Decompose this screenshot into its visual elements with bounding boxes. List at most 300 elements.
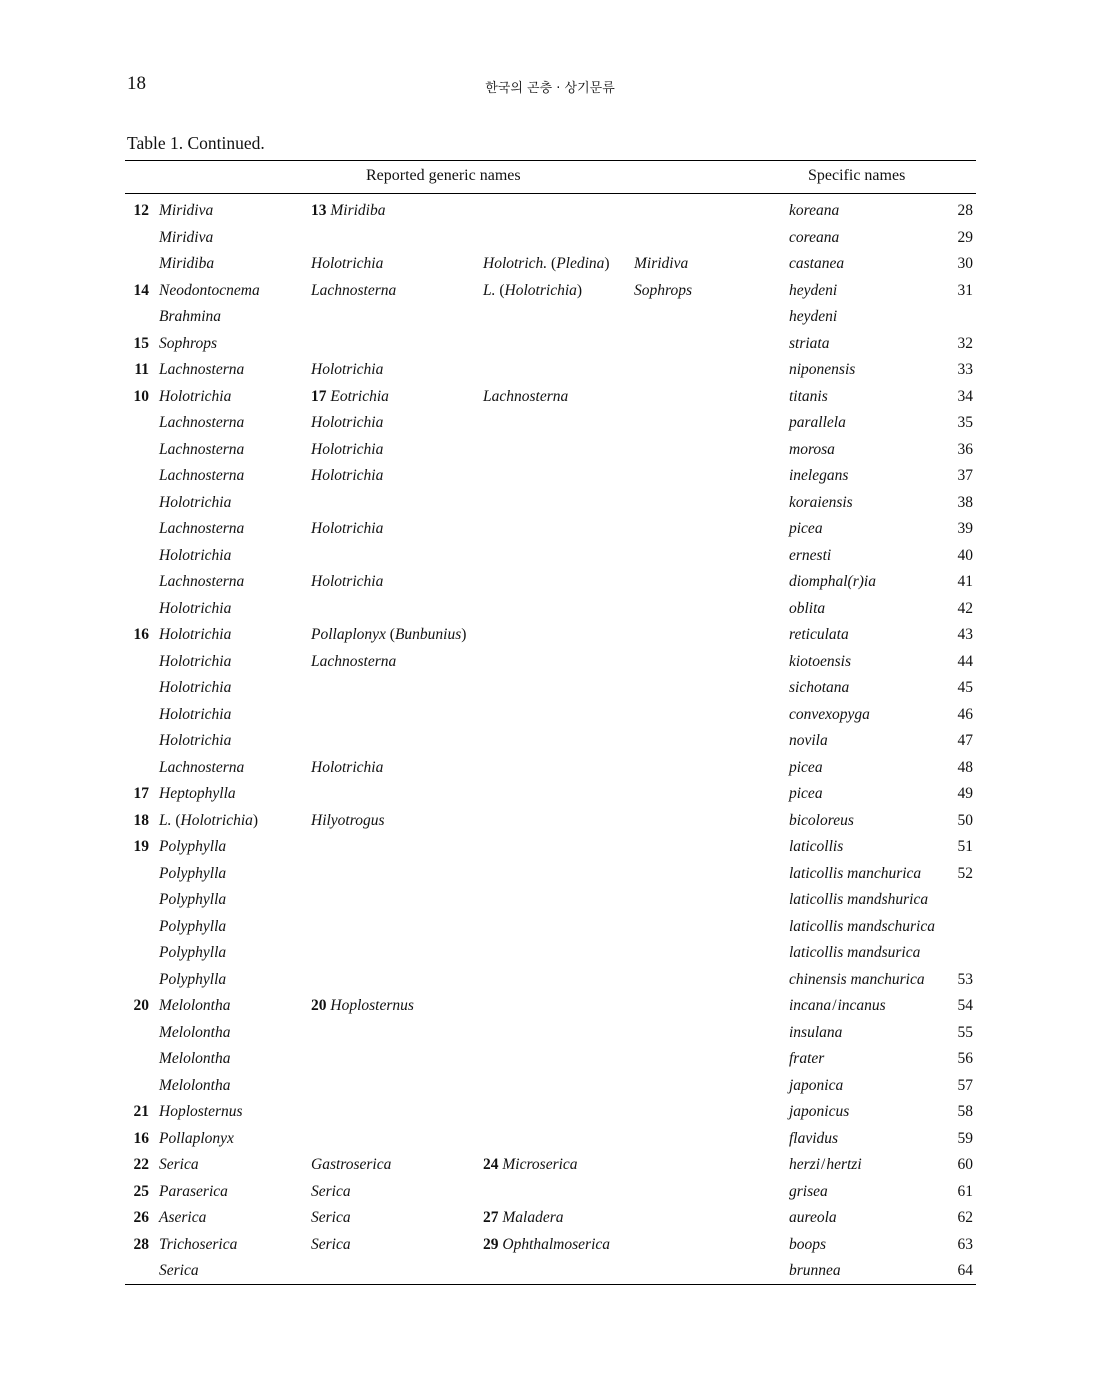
reference-number: 28	[957, 202, 973, 219]
reference-number: 50	[957, 811, 973, 829]
genus-g2-cell	[311, 622, 466, 649]
specific-name-cell	[789, 728, 828, 755]
reference-number: 62	[957, 1209, 973, 1226]
genus-g1-cell	[159, 357, 244, 384]
specific-name: insulana	[789, 1023, 843, 1041]
specific-name: heydeni	[789, 308, 838, 325]
subgenus: (Holotrichia)	[171, 811, 259, 829]
genus-name: Serica	[159, 1156, 199, 1173]
reference-number: 38	[957, 493, 973, 511]
specific-name: oblita	[789, 599, 826, 617]
genus-g1-cell	[159, 834, 226, 861]
genus-g2-cell	[311, 278, 396, 305]
table-row	[0, 1073, 1100, 1100]
table-row	[0, 1232, 1100, 1259]
genus-g1-cell	[159, 251, 214, 278]
subgenus-name: Holotrichia	[180, 811, 253, 829]
specific-name-cell	[789, 1232, 826, 1259]
genus-g1-cell	[159, 993, 230, 1020]
specific-name: japonicus	[789, 1103, 850, 1120]
running-head: 한국의 곤충 · 상기문류	[485, 81, 615, 96]
genus-name: Lachnosterna	[311, 281, 397, 299]
genus-g1-cell	[159, 914, 226, 941]
table-row	[0, 198, 1100, 225]
table-row	[0, 543, 1100, 570]
table-row	[0, 437, 1100, 464]
subgenus-name: Bunbunius	[394, 626, 462, 643]
genus-name: L.	[159, 811, 172, 829]
genus-name: Holotrichia	[311, 255, 384, 272]
genus-g1-cell	[159, 569, 244, 596]
genus-g1-cell	[159, 861, 226, 888]
genus-g2-cell	[311, 357, 383, 384]
specific-name: chinensis manchurica	[789, 970, 925, 988]
table-row	[0, 1205, 1100, 1232]
table-row	[0, 596, 1100, 623]
reference-number: 39	[957, 520, 973, 537]
reference-number: 52	[957, 864, 973, 882]
specific-name: coreana	[789, 228, 840, 246]
genus-name: L.	[483, 281, 496, 299]
genus-name: Serica	[159, 1262, 199, 1279]
genus-g2-cell	[311, 437, 383, 464]
specific-name-alt: hertzi	[826, 1156, 862, 1173]
specific-name-cell	[789, 940, 920, 967]
specific-name: picea	[789, 785, 823, 802]
genus-name: Brahmina	[159, 308, 221, 325]
genus-g2-cell	[311, 463, 383, 490]
genus-g2-cell	[311, 755, 383, 782]
genus-g1-cell	[159, 490, 231, 517]
group-number: 20	[133, 997, 149, 1014]
genus-g4-cell	[634, 251, 688, 278]
genus-name: Holotrichia	[311, 414, 384, 431]
genus-name: Hilyotrogus	[311, 811, 385, 829]
table-row	[0, 834, 1100, 861]
reference-number: 30	[957, 255, 973, 272]
reference-number: 61	[957, 1182, 973, 1200]
table-body	[0, 198, 1100, 1285]
reference-number: 43	[957, 626, 973, 643]
genus-name: Pollaplonyx	[159, 1129, 234, 1147]
table-row	[0, 1099, 1100, 1126]
genus-number: 13	[311, 202, 327, 219]
genus-g2-cell	[311, 993, 414, 1020]
genus-name: Lachnosterna	[159, 758, 245, 776]
genus-name: Sophrops	[634, 281, 692, 299]
specific-name-cell	[789, 967, 925, 994]
genus-name: Miridiba	[159, 255, 215, 272]
specific-name: bicoloreus	[789, 811, 854, 829]
specific-name: boops	[789, 1235, 827, 1253]
reference-number: 44	[957, 652, 973, 670]
header-generic-names: Reported generic names	[366, 167, 521, 184]
table-row	[0, 569, 1100, 596]
reference-number: 42	[957, 599, 973, 617]
table-row	[0, 993, 1100, 1020]
genus-name: Serica	[311, 1182, 351, 1200]
specific-name: castanea	[789, 255, 845, 272]
specific-name-alt: incanus	[837, 997, 886, 1014]
specific-name-cell	[789, 1046, 824, 1073]
specific-name-cell	[789, 808, 854, 835]
genus-g4-cell	[634, 278, 692, 305]
specific-name-cell	[789, 198, 839, 225]
genus-name: Holotrichia	[159, 387, 232, 405]
table-caption: Table 1. Continued.	[127, 133, 265, 153]
genus-g2-cell	[311, 569, 383, 596]
genus-g1-cell	[159, 622, 231, 649]
genus-name: Holotrichia	[159, 679, 232, 696]
specific-name-cell	[789, 463, 848, 490]
specific-name: parallela	[789, 414, 846, 431]
genus-g1-cell	[159, 1152, 199, 1179]
genus-g1-cell	[159, 278, 260, 305]
table-row	[0, 516, 1100, 543]
table-top-rule	[125, 160, 976, 161]
genus-name: Holotrichia	[159, 626, 232, 643]
subgenus: (Holotrichia)	[495, 281, 583, 299]
genus-g1-cell	[159, 940, 226, 967]
subgenus: (Pledina)	[547, 255, 610, 272]
reference-number: 51	[957, 838, 973, 855]
genus-name: Hoplosternus	[159, 1103, 243, 1120]
reference-number: 31	[957, 281, 973, 299]
specific-name: brunnea	[789, 1262, 841, 1279]
table-row	[0, 1126, 1100, 1153]
table-row	[0, 1046, 1100, 1073]
genus-name: Paraserica	[159, 1182, 228, 1200]
reference-number: 60	[957, 1156, 973, 1173]
specific-name-cell	[789, 1152, 862, 1179]
genus-g2-cell	[311, 384, 389, 411]
specific-name-cell	[789, 834, 843, 861]
table-bottom-rule	[125, 1284, 976, 1285]
specific-name: titanis	[789, 387, 828, 405]
page-number: 18	[127, 73, 146, 94]
table-row	[0, 967, 1100, 994]
specific-name-cell	[789, 649, 851, 676]
genus-name: Lachnosterna	[311, 652, 397, 670]
reference-number: 33	[957, 361, 973, 378]
genus-name: Aserica	[159, 1209, 207, 1226]
genus-g2-cell	[311, 1232, 351, 1259]
genus-name: Holotrichia	[159, 732, 232, 749]
genus-g3-cell	[483, 384, 568, 411]
genus-name: Serica	[311, 1235, 351, 1253]
genus-name: Miridiva	[634, 255, 689, 272]
specific-name: laticollis manchurica	[789, 864, 922, 882]
genus-g2-cell	[311, 808, 384, 835]
reference-number: 54	[957, 997, 973, 1014]
reference-number: 49	[957, 785, 973, 802]
specific-name: kiotoensis	[789, 652, 851, 670]
genus-name: Polyphylla	[159, 970, 227, 988]
genus-name: Holotrichia	[311, 520, 384, 537]
reference-number: 32	[957, 334, 973, 352]
genus-name: Hoplosternus	[330, 997, 414, 1014]
table-row	[0, 1020, 1100, 1047]
specific-name-cell	[789, 781, 823, 808]
genus-g1-cell	[159, 384, 231, 411]
group-number: 22	[133, 1156, 149, 1173]
table-row	[0, 781, 1100, 808]
genus-g1-cell	[159, 1099, 243, 1126]
group-number: 17	[133, 785, 149, 802]
genus-name: Melolontha	[159, 1050, 231, 1067]
genus-name: Holotrichia	[311, 440, 384, 458]
genus-g1-cell	[159, 463, 244, 490]
specific-name-cell	[789, 490, 853, 517]
genus-number: 29	[483, 1235, 499, 1253]
specific-name: picea	[789, 758, 823, 776]
genus-name: Melolontha	[159, 1076, 231, 1094]
genus-g3-cell	[483, 1232, 610, 1259]
table-row	[0, 675, 1100, 702]
specific-name: incana	[789, 997, 832, 1014]
group-number: 21	[133, 1103, 149, 1120]
genus-name: Trichoserica	[159, 1235, 238, 1253]
specific-name: heydeni	[789, 281, 838, 299]
genus-name: Lachnosterna	[159, 440, 245, 458]
table-row	[0, 225, 1100, 252]
genus-g2-cell	[311, 1152, 391, 1179]
genus-g1-cell	[159, 702, 231, 729]
genus-g1-cell	[159, 887, 226, 914]
genus-name: Polyphylla	[159, 917, 227, 935]
genus-g1-cell	[159, 304, 221, 331]
reference-number: 53	[957, 970, 973, 988]
reference-number: 29	[957, 228, 973, 246]
genus-g1-cell	[159, 649, 231, 676]
genus-g1-cell	[159, 1073, 230, 1100]
genus-g1-cell	[159, 1232, 237, 1259]
name-separator: /	[821, 1156, 826, 1173]
reference-number: 48	[957, 758, 973, 776]
genus-name: Holotrichia	[311, 467, 384, 484]
genus-name: Polyphylla	[159, 944, 227, 961]
table-row	[0, 940, 1100, 967]
genus-g3-cell	[483, 1205, 564, 1232]
genus-name: Eotrichia	[330, 387, 389, 405]
reference-number: 34	[957, 387, 973, 405]
genus-name: Sophrops	[159, 334, 217, 352]
genus-name: Holotrichia	[159, 599, 232, 617]
group-number: 18	[133, 811, 149, 829]
reference-number: 45	[957, 679, 973, 696]
genus-name: Miridiba	[330, 202, 386, 219]
genus-g3-cell	[483, 251, 610, 278]
table-row	[0, 251, 1100, 278]
genus-g1-cell	[159, 410, 244, 437]
specific-name-cell	[789, 251, 844, 278]
genus-name: Miridiva	[159, 228, 214, 246]
group-number: 28	[133, 1235, 149, 1253]
table-row	[0, 914, 1100, 941]
genus-g1-cell	[159, 1020, 230, 1047]
table-header-rule	[125, 193, 976, 194]
table-row	[0, 1258, 1100, 1285]
specific-name: laticollis mandsurica	[789, 944, 921, 961]
specific-name: japonica	[789, 1076, 844, 1094]
reference-number: 40	[957, 546, 973, 564]
specific-name: laticollis	[789, 838, 844, 855]
reference-number: 55	[957, 1023, 973, 1041]
specific-name-cell	[789, 278, 837, 305]
genus-name: Polyphylla	[159, 838, 227, 855]
reference-number: 59	[957, 1129, 973, 1147]
genus-number: 17	[311, 387, 327, 405]
table-row	[0, 357, 1100, 384]
group-number: 19	[133, 838, 149, 855]
reference-number: 56	[957, 1050, 973, 1067]
table-row	[0, 410, 1100, 437]
table-row	[0, 463, 1100, 490]
table-row	[0, 702, 1100, 729]
genus-name: Holotrichia	[159, 493, 232, 511]
reference-number: 58	[957, 1103, 973, 1120]
subgenus: (Bunbunius)	[385, 626, 467, 643]
genus-number: 24	[483, 1156, 499, 1173]
specific-name: morosa	[789, 440, 835, 458]
reference-number: 64	[957, 1262, 973, 1279]
group-number: 25	[133, 1182, 149, 1200]
genus-name: Holotrichia	[311, 573, 384, 590]
genus-name: Holotrich.	[483, 255, 548, 272]
table-row	[0, 728, 1100, 755]
genus-name: Pollaplonyx	[311, 626, 386, 643]
specific-name-cell	[789, 410, 846, 437]
reference-number: 46	[957, 705, 973, 723]
genus-name: Miridiva	[159, 202, 214, 219]
table-row	[0, 490, 1100, 517]
group-number: 15	[133, 334, 149, 352]
genus-g1-cell	[159, 675, 231, 702]
genus-g1-cell	[159, 781, 236, 808]
specific-name: koreana	[789, 202, 840, 219]
specific-name: laticollis mandschurica	[789, 917, 935, 935]
specific-name: picea	[789, 520, 823, 537]
genus-name: Microserica	[502, 1156, 578, 1173]
specific-name-cell	[789, 357, 855, 384]
genus-name: Holotrichia	[159, 705, 232, 723]
genus-name: Ophthalmoserica	[502, 1235, 611, 1253]
genus-name: Polyphylla	[159, 891, 227, 908]
name-separator: /	[832, 997, 837, 1014]
genus-name: Neodontocnema	[159, 281, 260, 299]
table-row	[0, 887, 1100, 914]
specific-name: flavidus	[789, 1129, 839, 1147]
table-row	[0, 304, 1100, 331]
genus-g2-cell	[311, 649, 396, 676]
genus-g2-cell	[311, 198, 386, 225]
genus-g3-cell	[483, 1152, 578, 1179]
genus-name: Gastroserica	[311, 1156, 392, 1173]
genus-name: Holotrichia	[159, 546, 232, 564]
reference-number: 37	[957, 467, 973, 484]
genus-g2-cell	[311, 251, 383, 278]
group-number: 26	[133, 1209, 149, 1226]
subgenus-name: Pledina	[556, 255, 605, 272]
specific-name-cell	[789, 1020, 842, 1047]
genus-g1-cell	[159, 225, 213, 252]
genus-g1-cell	[159, 596, 231, 623]
specific-name-cell	[789, 1073, 843, 1100]
genus-name: Melolontha	[159, 1023, 231, 1041]
specific-name-cell	[789, 1205, 837, 1232]
genus-g1-cell	[159, 1205, 206, 1232]
specific-name-cell	[789, 1258, 841, 1285]
genus-g1-cell	[159, 755, 244, 782]
specific-name: niponensis	[789, 361, 856, 378]
reference-number: 57	[957, 1076, 973, 1094]
specific-name-cell	[789, 516, 823, 543]
genus-name: Holotrichia	[311, 361, 384, 378]
specific-name-cell	[789, 331, 829, 358]
genus-name: Lachnosterna	[159, 361, 245, 378]
specific-name-cell	[789, 887, 928, 914]
genus-name: Lachnosterna	[159, 520, 245, 537]
specific-name-cell	[789, 755, 823, 782]
reference-number: 63	[957, 1235, 973, 1253]
specific-name-cell	[789, 596, 825, 623]
specific-name-cell	[789, 622, 849, 649]
group-number: 14	[133, 281, 149, 299]
table-row	[0, 384, 1100, 411]
genus-g1-cell	[159, 516, 244, 543]
genus-g1-cell	[159, 543, 231, 570]
genus-name: Holotrichia	[159, 652, 232, 670]
table-row	[0, 861, 1100, 888]
specific-name-cell	[789, 914, 935, 941]
specific-name: diomphal(r)ia	[789, 573, 876, 590]
specific-name: grisea	[789, 1182, 828, 1200]
specific-name: inelegans	[789, 467, 849, 484]
group-number: 16	[133, 626, 149, 643]
table-row	[0, 278, 1100, 305]
reference-number: 36	[957, 440, 973, 458]
group-number: 10	[133, 387, 149, 405]
table-row	[0, 622, 1100, 649]
genus-number: 27	[483, 1209, 499, 1226]
genus-name: Melolontha	[159, 997, 231, 1014]
genus-g1-cell	[159, 331, 217, 358]
genus-name: Heptophylla	[159, 785, 236, 802]
genus-g1-cell	[159, 728, 231, 755]
specific-name: laticollis mandshurica	[789, 891, 929, 908]
specific-name-cell	[789, 569, 876, 596]
genus-name: Lachnosterna	[159, 414, 245, 431]
genus-g2-cell	[311, 516, 383, 543]
specific-name: ernesti	[789, 546, 832, 564]
specific-name: frater	[789, 1050, 825, 1067]
group-number: 16	[133, 1129, 149, 1147]
specific-name: herzi	[789, 1156, 820, 1173]
genus-name: Lachnosterna	[159, 573, 245, 590]
specific-name-cell	[789, 225, 839, 252]
specific-name-cell	[789, 993, 886, 1020]
genus-g1-cell	[159, 1126, 234, 1153]
genus-g2-cell	[311, 410, 383, 437]
specific-name-cell	[789, 861, 921, 888]
reference-number: 41	[957, 573, 973, 590]
specific-name-cell	[789, 384, 828, 411]
specific-name-cell	[789, 437, 835, 464]
table-row	[0, 1152, 1100, 1179]
genus-g1-cell	[159, 808, 258, 835]
specific-name-cell	[789, 702, 870, 729]
specific-name: koraiensis	[789, 493, 853, 511]
